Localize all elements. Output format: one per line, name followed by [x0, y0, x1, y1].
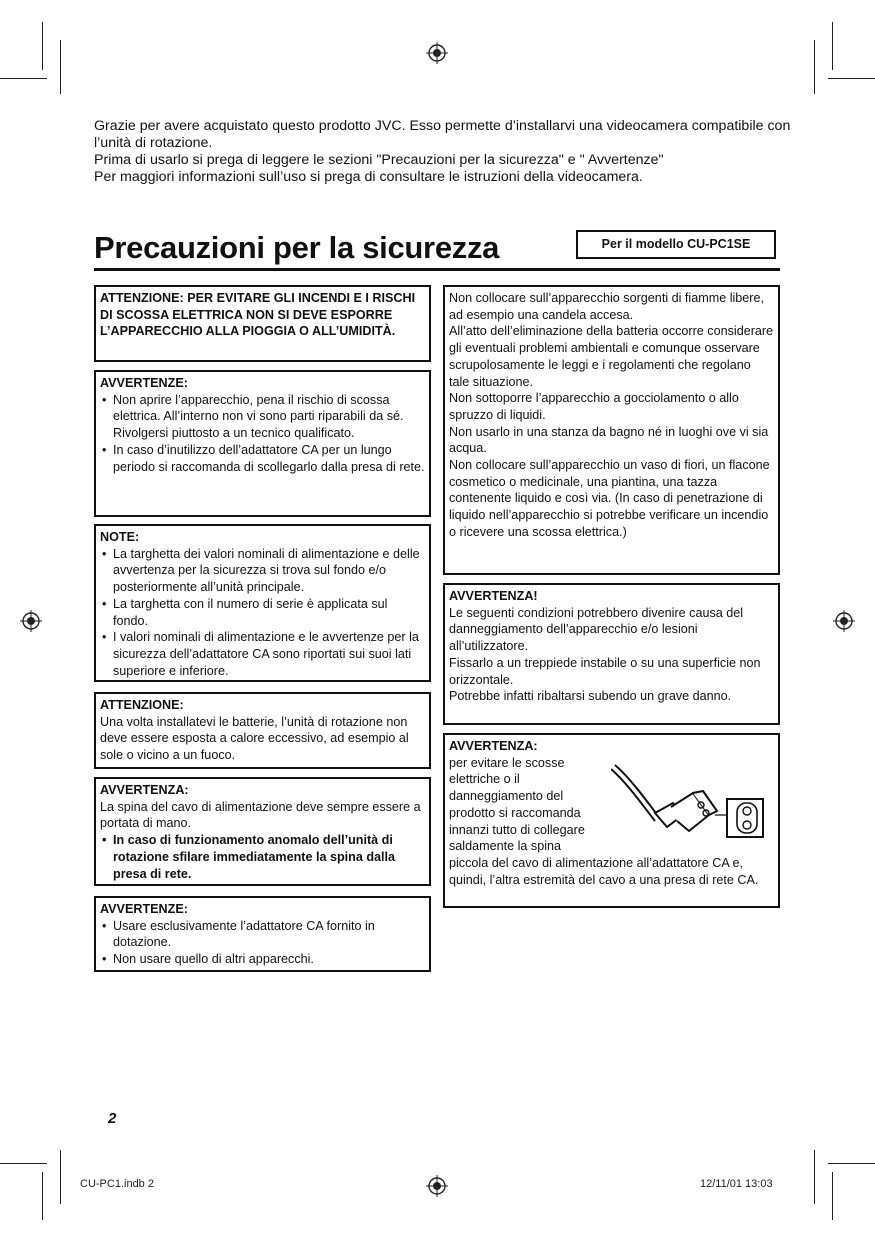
box-heading: NOTE: [100, 530, 140, 544]
warnings-box-adapter [94, 896, 431, 972]
list-item: • La targhetta con il numero di serie è applicata sul fondo. [100, 596, 425, 629]
registration-mark-icon [833, 610, 855, 632]
box-heading: AVVERTENZA: [100, 783, 189, 797]
intro-paragraph: Prima di usarlo si prega di leggere le sezioni "Precauzioni per la sicurezza" e " Avvertenze" [94, 152, 664, 168]
warning-box-plug [94, 777, 431, 886]
notes-box [94, 524, 431, 682]
box-heading: ATTENZIONE: [100, 698, 184, 712]
box-heading: AVVERTENZE: [100, 902, 188, 916]
box-text: per evitare le scosse elettriche o il danneggiamento del prodotto si raccomanda innanzi tutto di collegare saldamente la spina [449, 755, 585, 854]
box-text: Non collocare sull’apparecchio sorgenti di fiamme libere, ad esempio una candela accesa. [449, 291, 764, 322]
title-rule [94, 268, 780, 271]
box-text: Non usarlo in una stanza da bagno né in luoghi ove vi sia acqua. [449, 424, 769, 456]
box-heading: AVVERTENZA! [449, 589, 538, 603]
page-number: 2 [108, 1110, 117, 1127]
warnings-box [94, 370, 431, 517]
power-cable-illustration [611, 759, 771, 863]
warning-box-cable [443, 733, 780, 908]
list-item: • In caso di funzionamento anomalo dell’unità di rotazione sfilare immediatamente la spina dalla presa di rete. [100, 832, 425, 882]
box-text: Le seguenti condizioni potrebbero divenire causa del danneggiamento dell’apparecchio e/o lesioni all’utilizzatore. [449, 605, 744, 654]
intro-text [94, 118, 794, 186]
box-text: Non collocare sull’apparecchio un vaso di fiori, un flacone cosmetico o medicinale, una piantina, una tazza contenente liquido e così via. (In caso di penetrazione di liquido nell’apparecchio si potrebbe verificare un incendio o ricevere una scossa elettrica.) [449, 458, 770, 539]
box-heading: AVVERTENZE: [100, 376, 188, 390]
registration-mark-icon [20, 610, 42, 632]
registration-mark-icon [426, 1175, 448, 1197]
intro-paragraph: Per maggiori informazioni sull’uso si prega di consultare le istruzioni della videocamera. [94, 169, 643, 185]
registration-mark-icon [426, 42, 448, 64]
list-item: • I valori nominali di alimentazione e le avvertenze per la sicurezza dell’adattatore CA sono riportati sui suoi lati superiore e inferiore. [100, 629, 425, 679]
footer-date: 12/11/01 13:03 [700, 1178, 773, 1190]
list-item: • Non aprire l’apparecchio, pena il rischio di scossa elettrica. All’interno non vi sono parti riparabili da sé. Rivolgersi piuttosto a un tecnico qualificato. [100, 392, 425, 442]
box-heading: AVVERTENZA: [449, 739, 538, 753]
warning-text: ATTENZIONE: PER EVITARE GLI INCENDI E I RISCHI DI SCOSSA ELETTRICA NON SI DEVE ESPORRE L’APPARECCHIO ALLA PIOGGIA O ALL’UMIDITÀ. [100, 291, 416, 339]
box-text: piccola del cavo di alimentazione all’adattatore CA e, quindi, l’altra estremità del cavo a una presa di rete CA. [449, 855, 759, 887]
box-text: Non sottoporre l’apparecchio a gocciolamento o allo spruzzo di liquidi. [449, 391, 739, 422]
warning-box-fire [94, 285, 431, 362]
intro-paragraph: Grazie per avere acquistato questo prodotto JVC. Esso permette d’installarvi una videocamera compatibile con l’unità di rotazione. [94, 118, 791, 151]
model-label: Per il modello CU-PC1SE [576, 230, 776, 259]
box-text: Una volta installatevi le batterie, l’unità di rotazione non deve essere esposta a calore eccessivo, ad esempio al sole o vicino a un fuoco. [100, 714, 409, 763]
box-text: Fissarlo a un treppiede instabile o su una superficie non orizzontale. [449, 655, 761, 687]
page-title: Precauzioni per la sicurezza [94, 230, 500, 265]
caution-box-heat [94, 692, 431, 769]
precautions-box [443, 285, 780, 575]
box-text: Potrebbe infatti ribaltarsi subendo un grave danno. [449, 689, 732, 704]
box-text: All’atto dell’eliminazione della batteria occorre considerare gli eventuali problemi ambientali e comunque osservare scrupolosamente le leggi e i regolamenti che regolano tale situazione. [449, 324, 774, 389]
footer-file: CU-PC1.indb 2 [80, 1178, 154, 1190]
list-item: • La targhetta dei valori nominali di alimentazione e delle avvertenza per la sicurezza si trova sul fondo e/o posteriormente all’unità principale. [100, 546, 425, 596]
list-item: • Non usare quello di altri apparecchi. [100, 951, 425, 968]
box-text: La spina del cavo di alimentazione deve sempre essere a portata di mano. [100, 799, 421, 831]
list-item: • Usare esclusivamente l’adattatore CA fornito in dotazione. [100, 918, 425, 951]
warning-box-tripod [443, 583, 780, 725]
list-item: • In caso d’inutilizzo dell’adattatore CA per un lungo periodo si raccomanda di scollegarlo dalla presa di rete. [100, 442, 425, 475]
